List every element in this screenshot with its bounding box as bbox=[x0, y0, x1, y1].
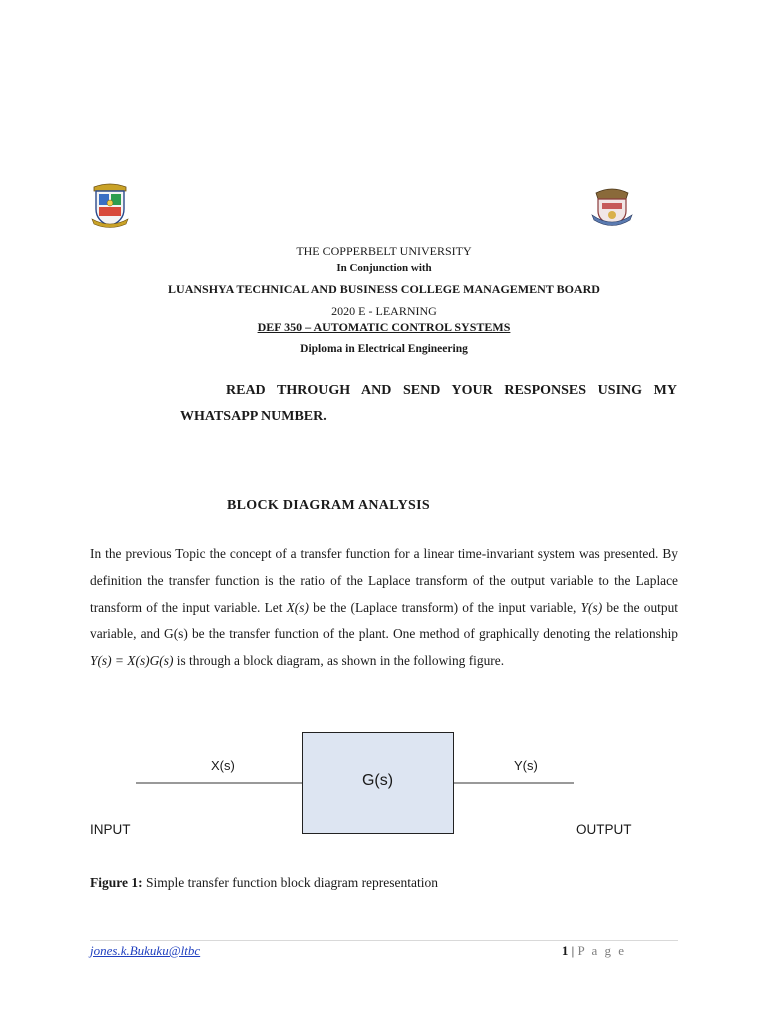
paragraph-part-4: is through a block diagram, as shown in the following figure. bbox=[173, 653, 505, 669]
input-label: INPUT bbox=[90, 822, 131, 837]
author-email-link[interactable]: jones.k.Bukuku@ltbc bbox=[90, 943, 201, 958]
paragraph-xs: X(s) bbox=[286, 599, 309, 615]
input-signal-label: X(s) bbox=[211, 758, 235, 773]
paragraph-ys: Y(s) bbox=[580, 599, 603, 615]
figure-caption bbox=[90, 875, 438, 891]
course-title: DEF 350 – AUTOMATIC CONTROL SYSTEMS bbox=[257, 320, 511, 334]
paragraph-equation: Y(s) = X(s)G(s) bbox=[90, 653, 174, 669]
elearning-year: 2020 E - LEARNING bbox=[331, 304, 437, 318]
paragraph-part-1: In the previous Topic the concept of a transfer function for a linear time-invariant system was presented. By definition the transfer function is the ratio of the Laplace transform of the output variable to the Laplace transform of the input variable. Let bbox=[90, 546, 678, 615]
output-label: OUTPUT bbox=[576, 822, 632, 837]
page-word: P a g e bbox=[577, 943, 626, 958]
output-signal-label: Y(s) bbox=[514, 758, 538, 773]
caption-text: Simple transfer function block diagram representation bbox=[142, 875, 439, 890]
conjunction-text: In Conjunction with bbox=[336, 262, 432, 274]
diploma-title: Diploma in Electrical Engineering bbox=[300, 343, 468, 355]
notice-line-1: READ THROUGH AND SEND YOUR RESPONSES USING MY bbox=[226, 383, 677, 398]
page-separator: | bbox=[568, 943, 578, 958]
notice-line-2: WHATSAPP NUMBER. bbox=[180, 409, 327, 424]
management-board: LUANSHYA TECHNICAL AND BUSINESS COLLEGE MANAGEMENT BOARD bbox=[168, 282, 600, 296]
university-name: THE COPPERBELT UNIVERSITY bbox=[296, 244, 472, 258]
page-number: 1 bbox=[561, 943, 569, 958]
section-heading: BLOCK DIAGRAM ANALYSIS bbox=[227, 498, 430, 513]
block-label: G(s) bbox=[361, 772, 394, 789]
paragraph-part-2: be the (Laplace transform) of the input variable, bbox=[308, 599, 581, 615]
caption-label: Figure 1: bbox=[90, 875, 143, 890]
footer-divider bbox=[90, 940, 678, 941]
paragraph-part-3: be the output variable, and G(s) be the transfer function of the plant. One method of graphically denoting the relationship bbox=[90, 599, 679, 642]
page-indicator bbox=[562, 943, 626, 959]
